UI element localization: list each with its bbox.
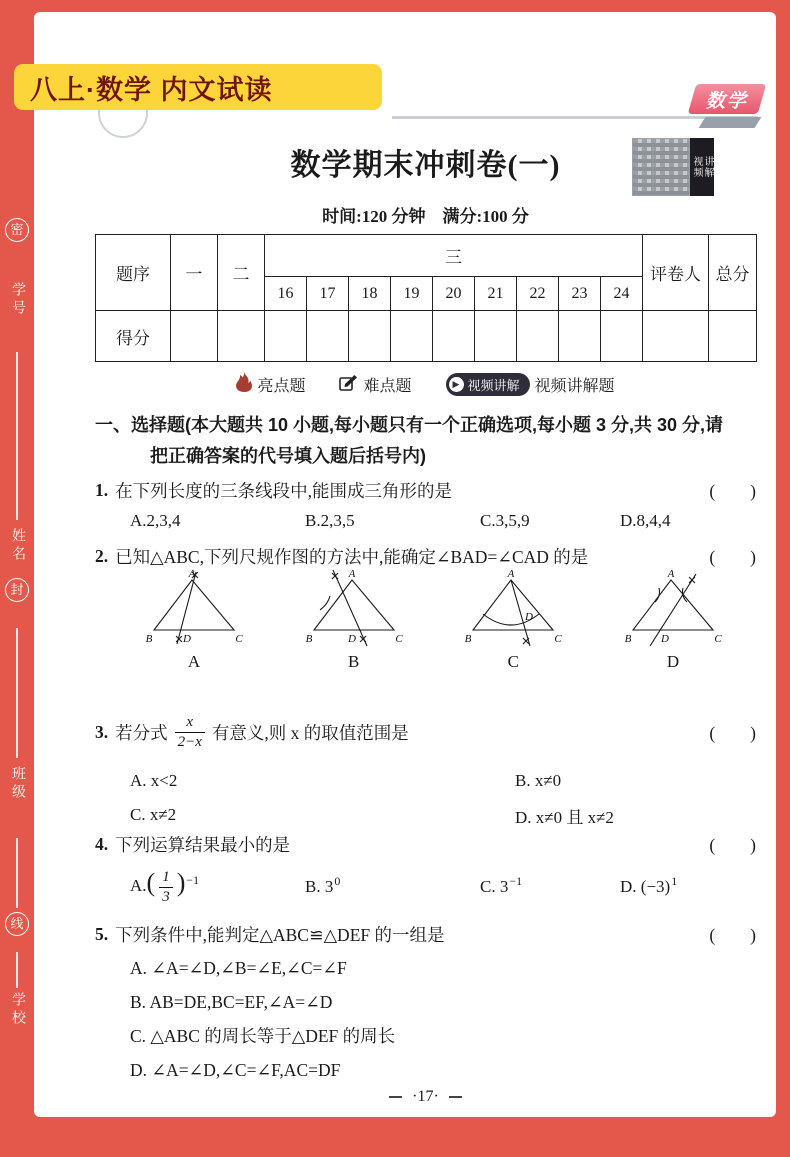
q4-option-a: A.( $\frac{1}{3}$ )$^{-1}$ [130, 867, 200, 905]
seal-line-segment [16, 352, 18, 520]
figure-letter: C [507, 652, 519, 671]
answer-bracket: ( ) [709, 925, 756, 945]
video-pill [446, 373, 530, 396]
qr-label-line2: 讲解 [702, 156, 713, 178]
svg-text:A: A [507, 568, 515, 580]
q3-option-c: C. x≠2 [130, 805, 177, 824]
score-row-label: 得分 [96, 311, 171, 362]
q4-option-d: D. $(-3)^1$ [620, 874, 678, 896]
page-footer [95, 1088, 756, 1106]
spine-label-student-no: 学号 [11, 282, 27, 318]
legend-video [446, 373, 615, 396]
q2-figure-b [299, 568, 409, 672]
svg-text:B: B [305, 633, 313, 645]
score-col-grader: 评卷人 [643, 235, 709, 311]
question-stem-post: 有意义,则 x 的取值范围是 [211, 722, 409, 743]
q2-figure-row [95, 568, 756, 672]
score-cell-empty [349, 311, 391, 362]
page-number: ·17· [412, 1088, 439, 1105]
triangle-construction-figure [463, 568, 563, 648]
section-heading-line1: 一、选择题(本大题共 10 小题,每小题只有一个正确选项,每小题 3 分,共 30 分,请 [95, 415, 724, 435]
score-subcol: 20 [433, 277, 475, 311]
q4-option-c: C. $3^{-1}$ [480, 874, 523, 896]
figure-letter: D [666, 652, 680, 671]
q3-option-a: A. x<2 [130, 771, 178, 790]
question-1 [95, 478, 756, 531]
fraction: $\frac{1}{3}$ [159, 868, 173, 907]
qr-label [690, 138, 714, 196]
score-subcol: 22 [517, 277, 559, 311]
seal-char-xian: 线 [5, 912, 29, 936]
q5-option-d: D. ∠A=∠D,∠C=∠F,AC=DF [130, 1060, 341, 1080]
svg-text:B: B [464, 633, 472, 645]
seal-char-mi: 密 [5, 218, 29, 242]
q1-option-c: C.3,5,9 [480, 511, 530, 530]
binding-spine [0, 0, 34, 1157]
q1-option-a: A.2,3,4 [130, 511, 181, 530]
answer-bracket: ( ) [709, 835, 756, 855]
question-stem: 已知△ABC,下列尺规作图的方法中,能确定∠BAD=∠CAD 的是 [115, 547, 589, 567]
qr-label-line1: 视频 [691, 156, 702, 178]
question-stem-pre: 若分式 [115, 722, 168, 743]
score-cell-empty [643, 311, 709, 362]
score-subcol: 21 [475, 277, 517, 311]
play-icon: ▶ [449, 377, 464, 392]
svg-text:C: C [235, 633, 243, 645]
spine-label-school: 学校 [11, 992, 27, 1028]
svg-text:A: A [348, 568, 356, 580]
flame-icon [236, 372, 252, 397]
score-subcol: 17 [307, 277, 349, 311]
triangle-construction-figure [144, 568, 244, 648]
score-col-one: 一 [171, 235, 218, 311]
score-cell-empty [265, 311, 307, 362]
legend-difficult [339, 373, 411, 396]
svg-text:C: C [394, 633, 403, 645]
question-3 [95, 706, 756, 832]
q1-option-d: D.8,4,4 [620, 511, 671, 530]
question-5 [95, 922, 756, 1087]
answer-bracket: ( ) [709, 722, 756, 743]
q1-option-b: B.2,3,5 [305, 511, 355, 530]
svg-text:D: D [183, 633, 191, 645]
q4-option-b: B. $3^0$ [305, 874, 341, 896]
q5-option-c: C. △ABC 的周长等于△DEF 的周长 [130, 1026, 396, 1046]
triangle-construction-figure [623, 568, 723, 648]
svg-text:D: D [347, 633, 356, 645]
exam-title: 数学期末冲刺卷(一) [290, 149, 561, 182]
score-subcol: 23 [559, 277, 601, 311]
header-rule [392, 116, 758, 119]
score-subcol: 19 [391, 277, 433, 311]
score-cell-empty [307, 311, 349, 362]
legend-row [95, 372, 756, 397]
footer-rule-right [449, 1096, 462, 1097]
score-cell-empty [601, 311, 643, 362]
question-stem: 在下列长度的三条线段中,能围成三角形的是 [115, 481, 452, 501]
svg-text:A: A [667, 568, 675, 580]
score-cell-empty [391, 311, 433, 362]
svg-text:B: B [145, 633, 153, 645]
subject-tab-label: 数学 [705, 90, 748, 112]
header-ribbon-notch [699, 117, 762, 128]
score-cell-empty [475, 311, 517, 362]
question-number: 3. [95, 721, 109, 742]
legend-highlight [236, 372, 305, 397]
q2-figure-d [618, 568, 728, 672]
score-subcol: 24 [601, 277, 643, 311]
subject-tab [688, 84, 767, 114]
seal-line-segment [16, 628, 18, 758]
section-heading [95, 410, 756, 472]
score-cell-empty [218, 311, 265, 362]
seal-line-segment [16, 838, 18, 908]
score-col-two: 二 [218, 235, 265, 311]
score-subcol: 18 [349, 277, 391, 311]
score-table [95, 234, 757, 362]
q3-option-d: D. x≠0 且 x≠2 [515, 807, 614, 827]
seal-line-segment [16, 952, 18, 988]
score-col-total: 总分 [709, 235, 757, 311]
qr-code [632, 138, 690, 196]
exam-page [34, 12, 776, 1117]
score-cell-empty [433, 311, 475, 362]
svg-text:B: B [624, 633, 632, 645]
question-number: 2. [95, 546, 109, 566]
question-number: 4. [95, 834, 109, 854]
score-cell-empty [517, 311, 559, 362]
video-qr-block [632, 138, 714, 196]
q5-option-b: B. AB=DE,BC=EF,∠A=∠D [130, 992, 333, 1012]
figure-letter: A [187, 652, 201, 671]
q5-option-a: A. ∠A=∠D,∠B=∠E,∠C=∠F [130, 958, 347, 978]
triangle-construction-figure [304, 568, 404, 648]
question-4 [95, 832, 756, 911]
section-heading-line2: 把正确答案的代号填入题后括号内) [150, 446, 426, 466]
question-stem: 下列条件中,能判定△ABC≌△DEF 的一组是 [115, 925, 445, 945]
figure-letter: B [347, 652, 360, 671]
legend-difficult-label: 难点题 [363, 378, 412, 395]
svg-text:C: C [554, 633, 562, 645]
question-number: 1. [95, 480, 109, 500]
answer-bracket: ( ) [709, 547, 756, 567]
spine-label-name: 姓名 [11, 528, 27, 564]
score-cell-empty [559, 311, 601, 362]
q3-option-b: B. x≠0 [515, 771, 562, 790]
score-col-three: 三 [265, 235, 643, 277]
footer-rule-left [389, 1096, 402, 1097]
q2-figure-a [139, 568, 249, 672]
seal-char-feng: 封 [5, 578, 29, 602]
pencil-icon [339, 374, 358, 396]
legend-highlight-label: 亮点题 [257, 378, 306, 395]
svg-text:D: D [660, 633, 669, 645]
fraction: $\frac{x}{2-x}$ [175, 713, 205, 752]
spine-label-class: 班级 [11, 766, 27, 802]
legend-video-label: 视频讲解题 [534, 378, 615, 395]
question-stem: 下列运算结果最小的是 [115, 835, 291, 855]
svg-text:C: C [714, 633, 722, 645]
question-2 [95, 544, 756, 569]
exam-meta: 时间:120 分钟 满分:100 分 [322, 207, 529, 226]
video-pill-label: 视频讲解 [467, 378, 520, 393]
score-subcol: 16 [265, 277, 307, 311]
edition-banner: 八上·数学 内文试读 [14, 64, 382, 110]
score-cell-empty [171, 311, 218, 362]
q2-figure-c [458, 568, 568, 672]
score-cell-empty [709, 311, 757, 362]
score-col-question: 题序 [96, 235, 171, 311]
answer-bracket: ( ) [709, 481, 756, 501]
svg-text:A: A [188, 568, 196, 580]
svg-text:D: D [525, 611, 534, 623]
question-number: 5. [95, 924, 109, 944]
